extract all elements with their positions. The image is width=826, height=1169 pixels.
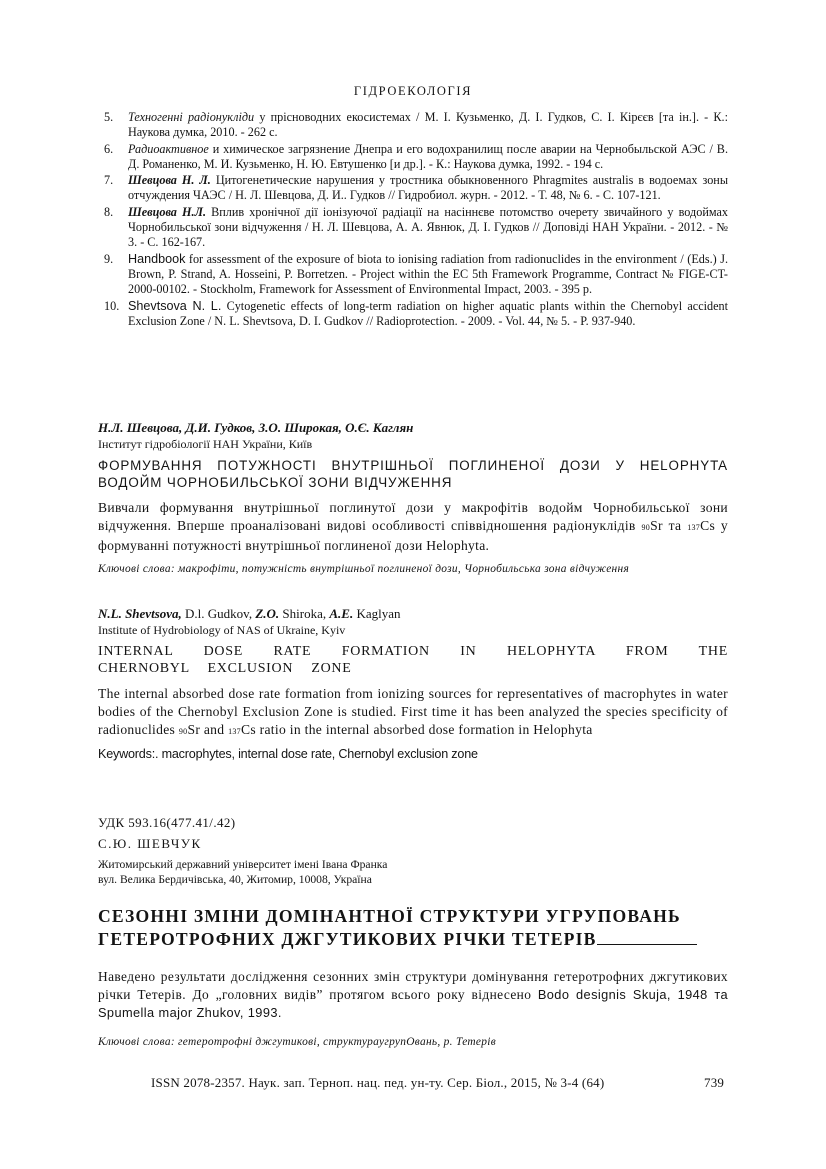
article-affiliation: Житомирський державний університет імені Івана Франка вул. Велика Бердичівська, 40, Житомир, 10008, Україна <box>98 858 388 886</box>
authors-ua: Н.Л. Шевцова, Д.И. Гудков, З.О. Широкая, О.Є. Каглян <box>98 420 414 435</box>
reference-text: Cytogenetic effects of long-term radiation on higher aquatic plants within the Chernobyl accident Exclusion Zone / N. L. Shevtsova, D. I. Gudkov // Radioprotection. - 2009. - Vol. 44, № 5. - P. 937-940. <box>128 298 728 328</box>
reference-item <box>104 299 728 330</box>
abstract-ua-block <box>98 420 728 575</box>
title-en: INTERNAL DOSE RATE FORMATION IN HELOPHYTA FROM THE CHERNOBYL EXCLUSION ZONE <box>98 644 728 676</box>
reference-item <box>104 205 728 251</box>
reference-number: 9. <box>104 251 114 266</box>
affiliation-ua: Інститут гідробіології НАН України, Київ <box>98 437 313 451</box>
reference-number: 8. <box>104 204 114 219</box>
abstract-en-block <box>98 606 728 761</box>
reference-lead: Handbook <box>128 251 186 266</box>
article-title-line1: СЕЗОННІ ЗМІНИ ДОМІНАНТНОЇ СТРУКТУРИ УГРУПОВАНЬ <box>98 906 681 926</box>
reference-lead: Радиоактивное <box>128 141 209 156</box>
reference-item <box>104 173 728 204</box>
article-header <box>98 815 728 887</box>
article-keywords: Ключові слова: гетеротрофні джгутикові, структураугрупОвань, р. Тетерів <box>98 1036 496 1048</box>
reference-text: Вплив хронічної дії іонізуючої радіації на насіннєве потомство очерету звичайного у водоймах Чорнобильської зони відчуження / Н. Л. Шевцова, А. А. Явнюк, Д. І. Гудков // Доповіді НАН України. - 2012. - № 3. - С. 162-167. <box>128 204 729 250</box>
reference-number: 10. <box>104 298 120 313</box>
reference-item <box>104 110 728 141</box>
keywords-ua: Ключові слова: макрофіти, потужність внутрішньої поглиненої дози, Чорнобильська зона відчуження <box>98 563 630 575</box>
article-author: С.Ю. ШЕВЧУК <box>98 836 202 851</box>
article-title-line2: ГЕТЕРОТРОФНИХ ДЖГУТИКОВИХ РІЧКИ ТЕТЕРІВ <box>98 929 597 949</box>
footer-citation: ISSN 2078-2357. Наук. зап. Терноп. нац. пед. ун-ту. Сер. Біол., 2015, № 3-4 (64) <box>151 1075 605 1090</box>
abstract-en: The internal absorbed dose rate formation from ionizing sources for representatives of macrophytes in water bodies of the Chernobyl Exclusion Zone is studied. First time it has been analyzed the species specificity of radionuclides 90Sr and 137Cs ratio in the internal absorbed dose formation in Helophyta <box>98 686 728 737</box>
page-number: 739 <box>704 1075 725 1090</box>
keywords-en: Keywords:. macrophytes, internal dose rate, Chernobyl exclusion zone <box>98 747 478 761</box>
reference-lead: Шевцова Н. Л. <box>128 173 211 188</box>
affiliation-en: Institute of Hydrobiology of NAS of Ukraine, Kyiv <box>98 623 346 637</box>
page-footer <box>151 1075 725 1091</box>
article-abstract-text: Наведено результати дослідження сезонних змін структури домінування гетеротрофних джгутикових річки Тетерів. До „головних видів” протягом всього року віднесено <box>98 969 728 1002</box>
article-abstract-species: Bodo designis Skuja, 1948 та Spumella major Zhukov, 1993. <box>98 987 728 1020</box>
reference-item <box>104 142 728 173</box>
reference-list <box>104 110 728 330</box>
title-underline <box>597 928 697 945</box>
reference-lead: Shevtsova N. L. <box>128 298 222 313</box>
reference-text: и химическое загрязнение Днепра и его водохранилищ после аварии на Чернобыльской АЭС / В. Д. Романенко, М. И. Кузьменко, Н. Ю. Евтушенко [и др.]. - К.: Наукова думка, 1992. - 194 с. <box>128 141 728 171</box>
abstract-ua: Вивчали формування внутрішньої поглинутої дози у макрофітів водойм Чорнобильської зони відчуження. Вперше проаналізовані видові особливості співвідношення радіонуклідів 90Sr та 137Cs у формуванні потужності внутрішньої поглиненої дози Helophyta. <box>98 500 729 553</box>
udk-code: УДК 593.16(477.41/.42) <box>98 815 236 830</box>
article-title <box>98 905 728 951</box>
reference-text: for assessment of the exposure of biota to ionising radiation from radionuclides in the environment / (Eds.) J. Brown, P. Strand, A. Hosseini, P. Borretzen. - Project within the EC 5th Framework Programme, Contract № FIGE-CT-2000-00102. - Stockholm, Framework for Assessment of Environmental Impact, 2003. - 395 p. <box>128 251 728 297</box>
reference-number: 5. <box>104 110 114 124</box>
reference-number: 7. <box>104 173 114 188</box>
reference-lead: Шевцова Н.Л. <box>128 204 206 219</box>
reference-text: у прісноводних екосистемах / М. І. Кузьменко, Д. І. Гудков, С. І. Кірєєв [та ін.]. - К.: Наукова думка, 2010. - 262 с. <box>128 110 728 140</box>
reference-lead: Техногенні радіонукліди <box>128 110 255 124</box>
reference-text: Цитогенетические нарушения у тростника обыкновенного Phragmites australis в водоемах зоны отчуждения ЧАЭС / Н. Л. Шевцова, Д. И.. Гудков // Гидробиол. журн. - 2012. - Т. 48, № 6. - С. 107-121. <box>128 173 729 203</box>
article-abstract <box>98 968 728 1022</box>
reference-number: 6. <box>104 141 114 156</box>
reference-item <box>104 252 728 298</box>
running-header: ГІДРОЕКОЛОГІЯ <box>353 84 473 98</box>
authors-en: N.L. Shevtsova, D.l. Gudkov, Z.O. Shiroka, A.E. Kaglyan <box>98 606 401 621</box>
title-ua: ФОРМУВАННЯ ПОТУЖНОСТІ ВНУТРІШНЬОЇ ПОГЛИНЕНОЇ ДОЗИ У HELOPHYTA ВОДОЙМ ЧОРНОБИЛЬСЬКОЇ ЗОНИ ВІДЧУЖЕННЯ <box>98 458 728 490</box>
article-keywords-block <box>98 1036 728 1048</box>
